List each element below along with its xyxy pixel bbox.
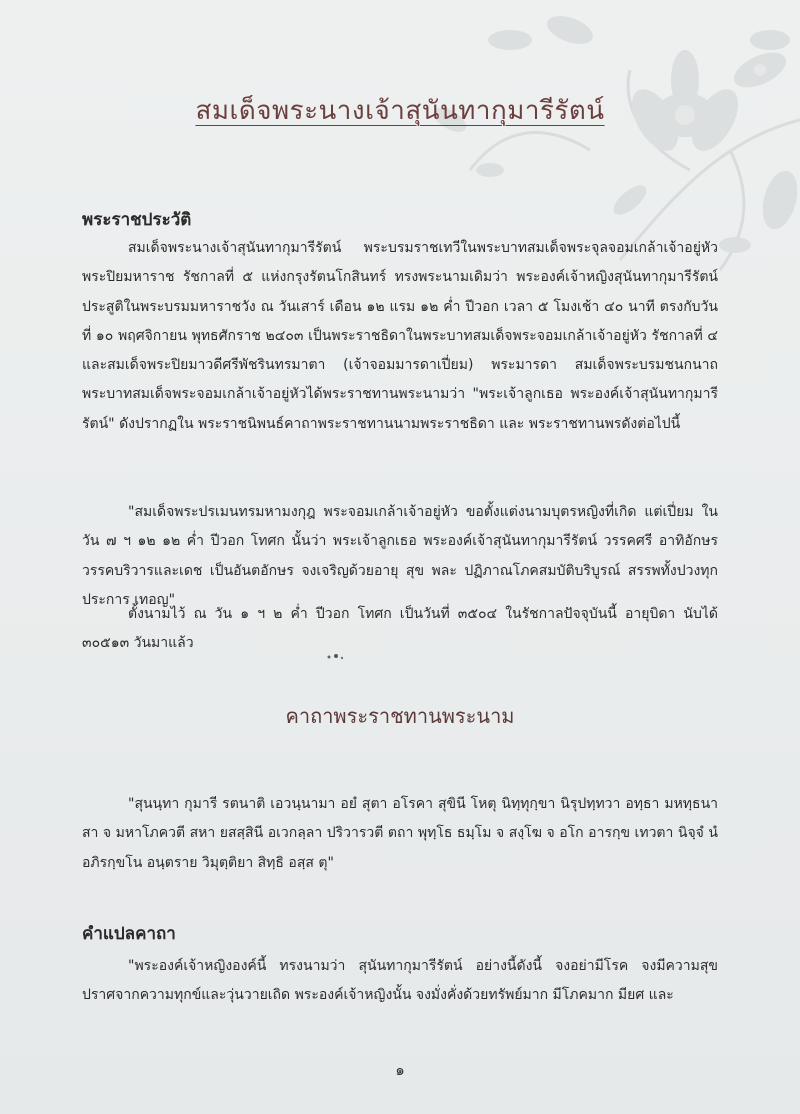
section-heading-biography: พระราชประวัติ: [82, 210, 192, 230]
naming-date-paragraph: [82, 600, 718, 659]
translation-text: "พระองค์เจ้าหญิงองค์นี้ ทรงนามว่า สุนันทากุมารีรัตน์ อย่างนี้ดังนี้ จงอย่ามีโรค จงมีความสุข ปราศจากความทุกข์และวุ่นวายเถิด พระองค์เจ้าหญิงนั้น จงมั่งคั่งด้วยทรัพย์มาก มีโภคมาก มียศ และ: [82, 958, 718, 1004]
translation-paragraph: [82, 952, 718, 1011]
naming-date-text: ตั้งนามไว้ ณ วัน ๑ ฯ ๒ ค่ำ ปีวอก โทศก เป็นวันที่ ๓๕๐๔ ในรัชกาลปัจจุบันนี้ อายุบิดา นับได้ ๓๐๕๑๓ วันมาแล้ว: [82, 606, 718, 652]
decree-text: "สมเด็จพระปรเมนทรมหามงกุฎ พระจอมเกล้าเจ้าอยู่หัว ขอตั้งแต่งนามบุตรหญิงที่เกิด แต่เปี่ยม ในวัน ๗ ฯ ๑๒ ๑๒ ค่ำ ปีวอก โทศก นั้นว่า พระเจ้าลูกเธอ พระองค์เจ้าสุนันทากุมารีรัตน์ วรรคศรี อาทิอักษร วรรคบริวารและเดช เป็นอันตอักษร จงเจริญด้วยอายุ สุข พละ ปฏิภาณโภคสมบัติบริบูรณ์ สรรพทั้งปวงทุกประการ เทอญ": [82, 504, 718, 608]
verse-paragraph: [82, 790, 718, 878]
verse-text: "สุนนฺทา กุมารี รตนาติ เอวนฺนามา อยํ สุตา อโรคา สุขินี โหตุ นิทฺทุกฺขา นิรุปทฺทวา อทฺธา มหทฺธนา สา จ มหาโภควตี สหา ยสสฺสินี อเวกลฺลา ปริวารวตี ตถา พุทฺโธ ธมฺโม จ สงฺโฆ จ อโก อารกฺข เทวตา นิจฺจํ นํ อภิรกฺขโน อนฺตราย วิมุตฺติยา สิทฺธิ อสฺส ตุ": [82, 796, 718, 871]
ink-speck-decoration: [325, 652, 347, 662]
biography-text: สมเด็จพระนางเจ้าสุนันทากุมารีรัตน์ พระบรมราชเทวีในพระบาทสมเด็จพระจุลจอมเกล้าเจ้าอยู่หัว พระปิยมหาราช รัชกาลที่ ๕ แห่งกรุงรัตนโกสินทร์ ทรงพระนามเดิมว่า พระองค์เจ้าหญิงสุนันทากุมารีรัตน์ ประสูติในพระบรมมหาราชวัง ณ วันเสาร์ เดือน ๑๒ แรม ๑๒ ค่ำ ปีวอก เวลา ๕ โมงเช้า ๔๐ นาที ตรงกับวันที่ ๑๐ พฤศจิกายน พุทธศักราช ๒๔๐๓ เป็นพระราชธิดาในพระบาทสมเด็จพระจอมเกล้าเจ้าอยู่หัว รัชกาลที่ ๔ และสมเด็จพระปิยมาวดีศรีพัชรินทรมาตา (เจ้าจอมมารดาเปี่ยม) พระมารดา สมเด็จพระบรมชนกนาถพระบาทสมเด็จพระจอมเกล้าเจ้าอยู่หัวได้พระราชทานพระนามว่า "พระเจ้าลูกเธอ พระองค์เจ้าสุนันทากุมารีรัตน์" ดังปรากฏใน พระราชนิพนธ์คาถาพระราชทานนามพระราชธิดา และ พระราชทานพรดังต่อไปนี้: [82, 240, 718, 432]
page-number: ๑: [395, 1061, 405, 1079]
decree-paragraph: [82, 498, 718, 615]
section-heading-translation: คำแปลคาถา: [82, 924, 176, 944]
verse-title: คาถาพระราชทานพระนาม: [285, 704, 515, 728]
biography-paragraph: [82, 234, 718, 439]
page-title: สมเด็จพระนางเจ้าสุนันทากุมารีรัตน์: [195, 96, 605, 126]
